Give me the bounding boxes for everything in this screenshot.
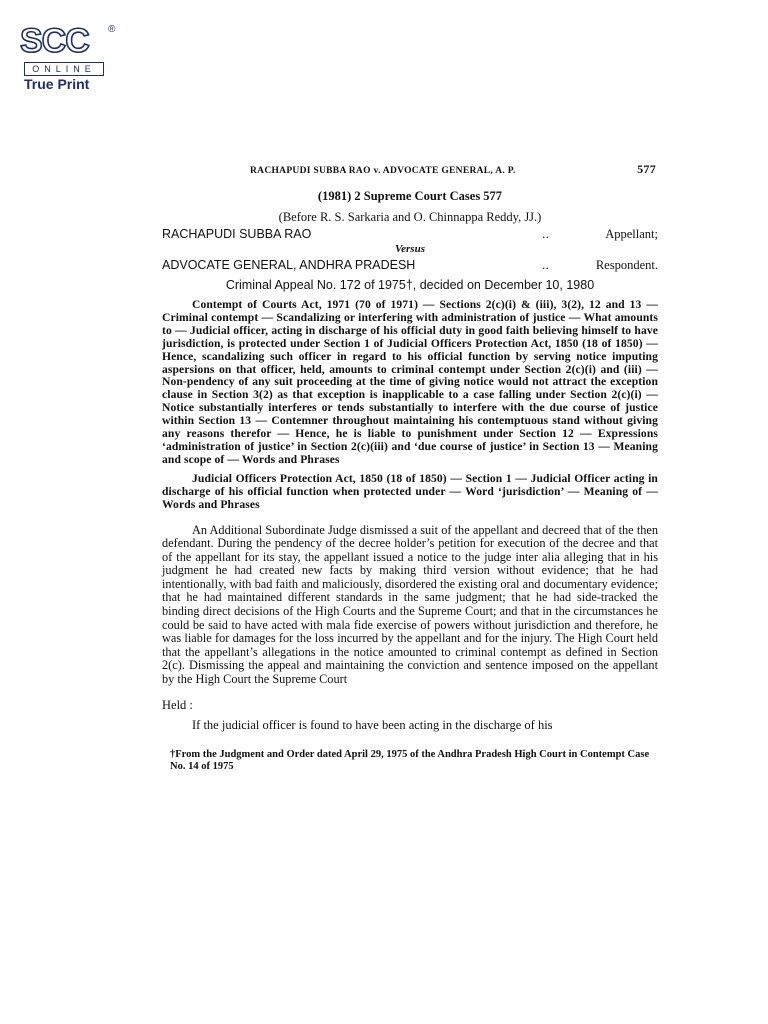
logo-brand: SCC xyxy=(20,22,89,60)
respondent-name: ADVOCATE GENERAL, ANDHRA PRADESH xyxy=(162,258,416,272)
running-head-title: RACHAPUDI SUBBA RAO v. ADVOCATE GENERAL, A. P. xyxy=(250,166,516,176)
logo-registered-mark: ® xyxy=(108,24,116,35)
appellant-dots: .. xyxy=(542,227,549,241)
headnote-judicial-officers: Judicial Officers Protection Act, 1850 (18 of 1850) — Section 1 — Judicial Officer acting in discharge of his official function when protected under — Word ‘jurisdiction’ — Meaning of — Words and Phrases xyxy=(162,471,658,511)
bench-line: (Before R. S. Sarkaria and O. Chinnappa Reddy, JJ.) xyxy=(278,210,542,224)
footnote: †From the Judgment and Order dated April 29, 1975 of the Andhra Pradesh High Court in Contempt Case No. 14 of 1975 xyxy=(170,748,650,773)
case-summary: An Additional Subordinate Judge dismissed a suit of the appellant and decreed that of the then defendant. During the pendency of the decree holder’s petition for execution of the decree and that of the appellant for its stay, the appellant issued a notice to the judge inter alia alleging that in his judgment he had created new facts by making third version without evidence; that he had intentionally, with bad faith and maliciously, disordered the existing oral and documentary evidence; that he had maintained different standards in the same judgment; that he had side-tracked the binding direct decisions of the High Courts and the Supreme Court; and that in the circumstances he could be said to have acted with mala fide exercise of powers without jurisdiction and therefore, he was liable for damages for the loss incurred by the appellant and for the injury. The High Court held that the appellant’s allegations in the notice amounted to criminal contempt as defined in Section 2(c). Dismissing the appeal and maintaining the conviction and sentence imposed on the appellant by the High Court the Supreme Court xyxy=(162,522,658,687)
logo-online: ONLINE xyxy=(24,62,104,76)
appeal-line: Criminal Appeal No. 172 of 1975†, decided on December 10, 1980 xyxy=(225,278,595,292)
page-number: 577 xyxy=(637,162,656,176)
running-head xyxy=(162,158,658,180)
appellant-role: Appellant; xyxy=(605,227,658,241)
appellant-line xyxy=(162,225,658,242)
respondent-line xyxy=(162,256,658,273)
headnote-contempt: Contempt of Courts Act, 1971 (70 of 1971) — Sections 2(c)(i) & (iii), 3(2), 12 and 13 — Criminal contempt — Scandalizing or interfering with administration of justice — What amounts to — Judicial officer, acting in discharge of his official duty in good faith believing himself to have jurisdiction, is protected under Section 1 of Judicial Officers Protection Act, 1850 (18 of 1850) — Hence, scandalizing such officer in regard to his official function by serving notice imputing aspersions on that officer, held, amounts to criminal contempt under Section 2(c)(i) and (iii) — Non-pendency of any suit proceeding at the time of giving notice would not attract the exception clause in Section 3(2) as that exception is inapplicable to a case falling under Section 2(c)(i) — Notice substantially interferes or tends substantially to interfere with the due course of justice within Section 13 — Contemner throughout maintaining his contemptuous stand without giving any reasons therefor — Hence, he is liable to punishment under Section 12 — Expressions ‘administration of justice’ in Section 2(c)(iii) and ‘due course of justice’ in Section 13 — Meaning and scope of — Words and Phrases xyxy=(162,298,658,466)
held-text: If the judicial officer is found to have been acting in the discharge of his xyxy=(192,717,553,732)
scc-online-logo xyxy=(20,24,120,92)
appellant-name: RACHAPUDI SUBBA RAO xyxy=(162,227,312,241)
respondent-role: Respondent. xyxy=(595,258,658,272)
versus-label: Versus xyxy=(395,243,425,255)
respondent-dots: .. xyxy=(542,258,549,272)
document-page xyxy=(162,158,658,774)
held-label: Held : xyxy=(162,697,193,712)
logo-true-print: True Print xyxy=(24,76,90,92)
case-citation: (1981) 2 Supreme Court Cases 577 xyxy=(317,189,503,203)
